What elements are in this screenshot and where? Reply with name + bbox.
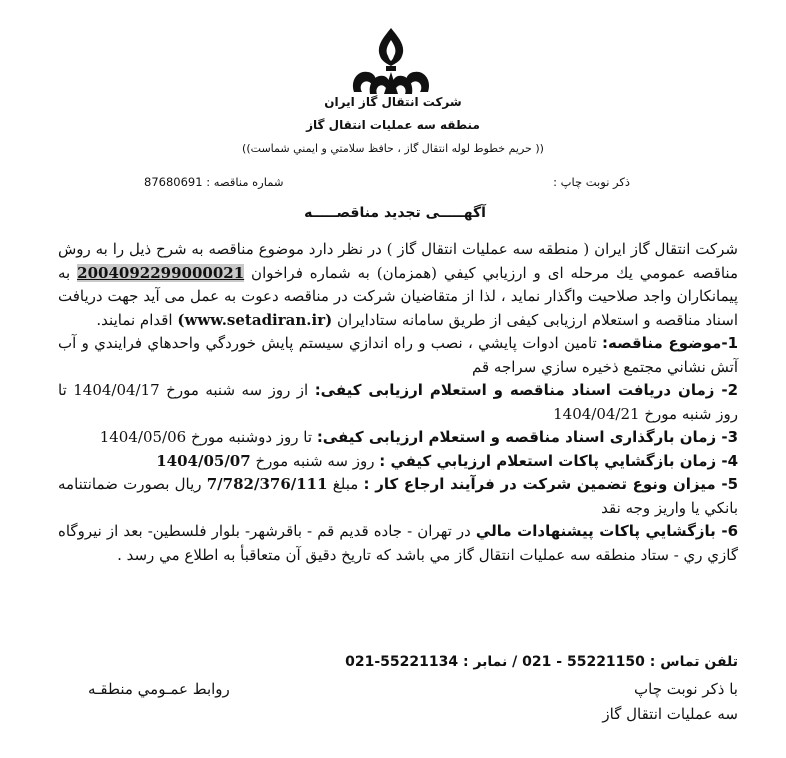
print-note: با ذكر نوبت چاپ bbox=[634, 680, 738, 698]
item-5: 5- ميزان ونوع تضمين شركت در فرآيند ارجاع كار : مبلغ 7/782/376/111 ريال بصورت ضمانتنامه بانكي يا واريز وجه نقد bbox=[58, 475, 738, 517]
website-link[interactable]: (www.setadiran.ir) bbox=[177, 310, 333, 329]
item-2: 2- زمان دریافت اسناد مناقصه و استعلام ارزیابی کیفی: از روز سه شنبه مورخ 1404/04/17 تا روز شنبه مورخ 1404/04/21 bbox=[58, 381, 739, 423]
safety-motto: ((حريم خطوط لوله انتقال گاز ، حافظ سلامتي و ايمني شماست )) bbox=[242, 142, 544, 155]
print-number-label: ذكر نوبت چاپ : bbox=[553, 175, 630, 189]
region-name: منطقه سه عمليات انتقال گاز bbox=[306, 118, 480, 132]
announcement-body bbox=[58, 238, 738, 567]
contact-info: تلفن تماس : 55221150 - 021 / نمابر : 55221134-021 bbox=[345, 654, 738, 670]
company-name: شركت انتقال گاز ايران bbox=[324, 95, 462, 109]
page-title: آگهـــــی تجدید مناقصـــــه bbox=[304, 205, 486, 221]
signature-dept-line1: روابط عمـومي منطقـه bbox=[88, 680, 230, 698]
call-code: 2004092299000021 bbox=[77, 263, 245, 282]
company-logo-icon bbox=[346, 26, 436, 96]
signature-dept-line2: سه عمليات انتقال گاز bbox=[602, 705, 738, 723]
guarantee-amount: 7/782/376/111 bbox=[206, 475, 328, 493]
item-6: 6- بازگشايي پاكات پيشنهادات مالي در تهران - جاده قديم قم - باقرشهر- بلوار فلسطين- بعد از نيروگاه گازي ري - ستاد منطقه سه عمليات انتقال گاز مي باشد كه تاريخ دقيق آن متعاقبأ به اطلاع مي رسد . bbox=[58, 522, 739, 564]
intro-paragraph: شركت انتقال گاز ایران ( منطقه سه عمليات انتقال گاز ) در نظر دارد موضوع مناقصه به شرح ذيل را به روش مناقصه عمومي يك مرحله اى و ارزيابي كيفي (همزمان) به شماره فراخوان 2004092299000021 به پیمانکاران واجد صلاحیت واگذار نماید ، لذا از متقاضيان شركت در مناقصه دعوت به عمل مى آيد جهت دریافت اسناد مناقصه و استعلام ارزیابی کیفی از طریق سامانه ستادایران (www.setadiran.ir) اقدام نمایند. bbox=[58, 240, 738, 329]
item-4: 4- زمان بازگشايي پاكات استعلام ارزيابي كيفي : روز سه شنبه مورخ 1404/05/07 bbox=[156, 451, 738, 470]
opening-date: 1404/05/07 bbox=[156, 451, 251, 470]
item-1: 1-موضوع مناقصه: تامين ادوات پايشي ، نصب و راه اندازي سيستم پايش خوردگي واحدهاي فرايندي و آب آتش نشاني مجتمع ذخيره سازي سراجه قم bbox=[58, 334, 738, 376]
item-3: 3- زمان بارگذاری اسناد مناقصه و استعلام ارزیابی کیفی: تا روز دوشنبه مورخ 1404/05/06 bbox=[99, 428, 738, 446]
tender-number: شماره مناقصه : 87680691 bbox=[144, 175, 284, 189]
